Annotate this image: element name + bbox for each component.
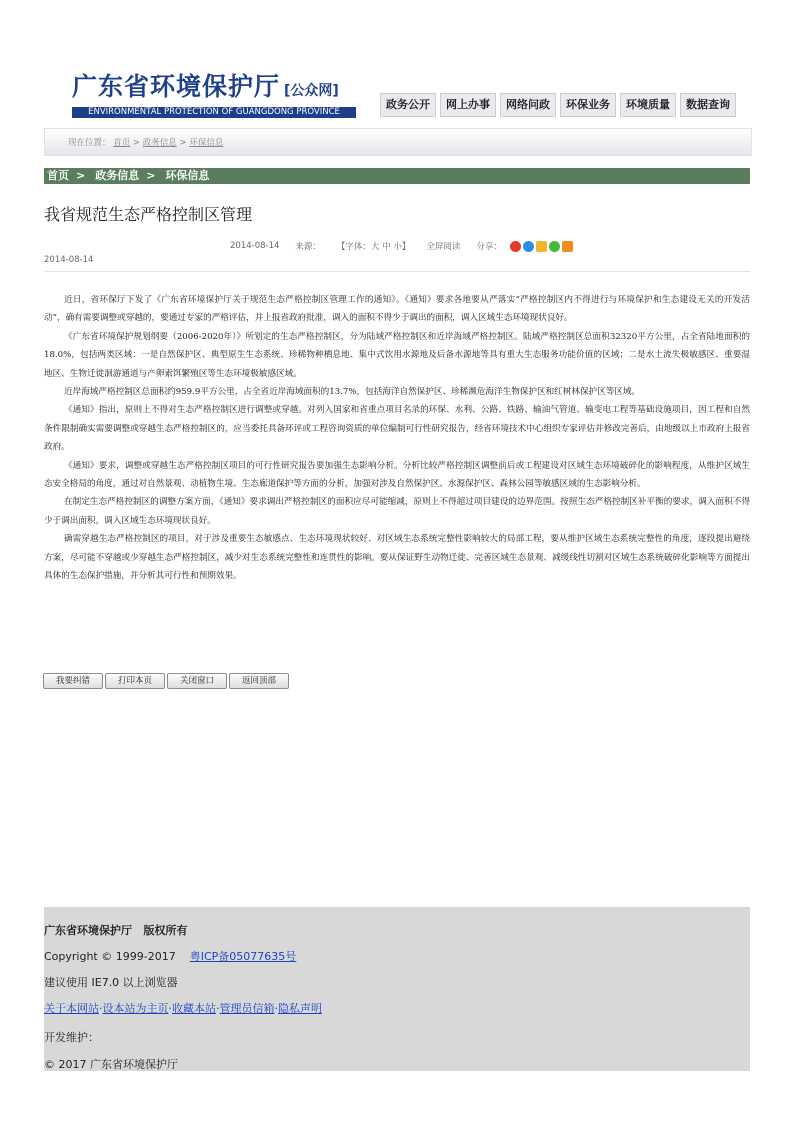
more-share-icon[interactable] [562, 241, 573, 252]
divider [44, 271, 750, 272]
footer-link-admin-mail[interactable]: 管理员信箱 [219, 1002, 275, 1015]
article-source: 来源： [295, 242, 321, 252]
logo-subtitle: [公众网] [284, 83, 339, 99]
share-label: 分享： [476, 242, 502, 252]
breadcrumb-gov-info[interactable]: 政务信息 [95, 169, 140, 182]
footer-links [44, 1000, 322, 1016]
footer-copy2: © 2017 广东省环境保护厅 [44, 1058, 178, 1071]
location-link-home[interactable]: 首页 [113, 138, 131, 148]
nav-gov-affairs[interactable]: 政务公开 [380, 93, 436, 117]
article-title: 我省规范生态严格控制区管理 [44, 205, 253, 224]
footer-link-sep: · [216, 1002, 220, 1015]
article-date: 2014-08-14 [230, 241, 280, 251]
article-paragraph: 《广东省环境保护规划纲要（2006-2020年）》所划定的生态严格控制区，分为陆域严格控制区和近岸海域严格控制区。陆域严格控制区总面积32320平方公里，占全省陆地面积的18.0%，包括两类区域：一是自然保护区、典型原生生态系统、珍稀物种栖息地、集中式饮用水源地及后备水源地等具有重大生态服务功能价值的区域；二是水土流失极敏感区、重要湿地区、生物迁徙洄游通道与产卵索饵繁殖区等生态环境极敏感区域。 [44, 331, 750, 379]
close-window-button[interactable]: 关闭窗口 [167, 673, 227, 689]
footer-dev: 开发维护： [44, 1031, 99, 1044]
footer-link-sep: · [168, 1002, 172, 1015]
report-error-button[interactable]: 我要纠错 [43, 673, 103, 689]
wechat-icon[interactable] [549, 241, 560, 252]
article-meta [230, 240, 575, 252]
fullscreen-read[interactable]: 全屏阅读 [426, 242, 461, 252]
nav-env-business[interactable]: 环保业务 [560, 93, 616, 117]
location-path [68, 136, 223, 148]
footer-browser-note: 建议使用 IE7.0 以上浏览器 [44, 976, 178, 989]
nav-data-query[interactable]: 数据查询 [680, 93, 736, 117]
footer-copyright: Copyright © 1999-2017 [44, 950, 176, 963]
main-nav [380, 93, 740, 117]
site-logo[interactable] [72, 72, 339, 106]
article-paragraph: 《通知》指出，原则上不得对生态严格控制区进行调整或穿越。对列入国家和省重点项目名录的环保、水利、公路、铁路、输油气管道、输变电工程等基础设施项目，因工程和自然条件限制确实需要调整或穿越生态严格控制区的，应当委托具备环评或工程咨询资质的单位编制可行性研究报告，经省环境技术中心组织专家评估并修改完善后，由地级以上市政府上报省政府。 [44, 405, 750, 453]
logo-title: 广东省环境保护厅 [72, 72, 281, 101]
print-button[interactable]: 打印本页 [105, 673, 165, 689]
breadcrumb-home[interactable]: 首页 [47, 169, 69, 182]
icp-link[interactable]: 粤ICP备05077635号 [189, 950, 297, 963]
location-sep: > [130, 138, 143, 148]
qq-icon[interactable] [523, 241, 534, 252]
footer-link-sep: · [99, 1002, 103, 1015]
nav-env-quality[interactable]: 环境质量 [620, 93, 676, 117]
article-body [44, 291, 750, 586]
back-to-top-button[interactable]: 返回顶部 [229, 673, 289, 689]
article-paragraph: 近日，省环保厅下发了《广东省环境保护厅关于规范生态严格控制区管理工作的通知》。《通知》要求各地要从严落实“严格控制区内不得进行与环境保护和生态建设无关的开发活动”，确有需要调整或穿越的，要通过专家的严格评估，并上报省政府批准，调入的面积不得少于调出的面积，调入区域生态环境现状良好。 [44, 295, 750, 324]
article-actions [43, 673, 291, 689]
footer-copyright-line [44, 948, 296, 964]
weibo-icon[interactable] [510, 241, 521, 252]
location-link-env-info[interactable]: 环保信息 [189, 138, 224, 148]
footer-org [44, 922, 188, 938]
share-icons [510, 241, 575, 252]
footer-link-bookmark[interactable]: 收藏本站 [172, 1002, 216, 1015]
article-paragraph: 《通知》要求，调整或穿越生态严格控制区项目的可行性研究报告要加强生态影响分析。分析比较严格控制区调整前后或工程建设对区域生态环境破碎化的影响程度，从维护区域生态安全格局的角度，通过对自然景观、动植物生境、生态廊道保护等方面的分析，加强对涉及自然保护区、水源保护区、森林公园等敏感区域的生态影响分析。 [44, 460, 750, 490]
breadcrumb-env-info[interactable]: 环保信息 [165, 169, 210, 182]
breadcrumb-sep: > [76, 169, 86, 182]
logo-english: ENVIRONMENTAL PROTECTION OF GUANGDONG PROVINCE [72, 107, 356, 118]
font-size-switcher[interactable]: 【字体：大 中 小】 [336, 242, 411, 252]
footer-rights: 版权所有 [143, 924, 188, 937]
footer-link-privacy[interactable]: 隐私声明 [278, 1002, 322, 1015]
footer-link-sep: · [274, 1002, 278, 1015]
breadcrumb [44, 168, 750, 184]
location-prefix: 现在位置： [68, 138, 111, 148]
nav-online-inquiry[interactable]: 网络问政 [500, 93, 556, 117]
article-paragraph: 在制定生态严格控制区的调整方案方面，《通知》要求调出严格控制区的面积应尽可能缩减，原则上不得超过项目建设的边界范围。按照生态严格控制区补平衡的要求，调入面积不得少于调出面积，调入区域生态环境现状良好。 [44, 497, 750, 526]
article-date-bottom: 2014-08-14 [44, 255, 94, 265]
article-paragraph: 近岸海域严格控制区总面积约959.9平方公里，占全省近岸海域面积的13.7%，包括海洋自然保护区、珍稀濒危海洋生物保护区和红树林保护区等区域。 [64, 387, 641, 398]
nav-online-service[interactable]: 网上办事 [440, 93, 496, 117]
article-paragraph: 确需穿越生态严格控制区的项目，对于涉及重要生态敏感点、生态环境现状较好、对区域生态系统完整性影响较大的局部工程，要从维护区域生态系统完整性的角度，逐段提出避绕方案，尽可能不穿越或少穿越生态严格控制区，减少对生态系统完整性和连贯性的影响。要从保证野生动物迁徙、完善区域生态景观、减缓线性切割对区域生态系统破碎化影响等方面提出具体的生态保护措施，并分析其可行性和预期效果。 [44, 534, 750, 582]
footer-org-name: 广东省环境保护厅 [44, 924, 132, 937]
footer-link-set-home[interactable]: 设本站为主页 [102, 1002, 169, 1015]
breadcrumb-sep: > [146, 169, 156, 182]
location-link-gov-info[interactable]: 政务信息 [142, 138, 177, 148]
location-sep: > [176, 138, 190, 148]
footer-link-about[interactable]: 关于本网站 [44, 1002, 99, 1015]
qzone-icon[interactable] [536, 241, 547, 252]
